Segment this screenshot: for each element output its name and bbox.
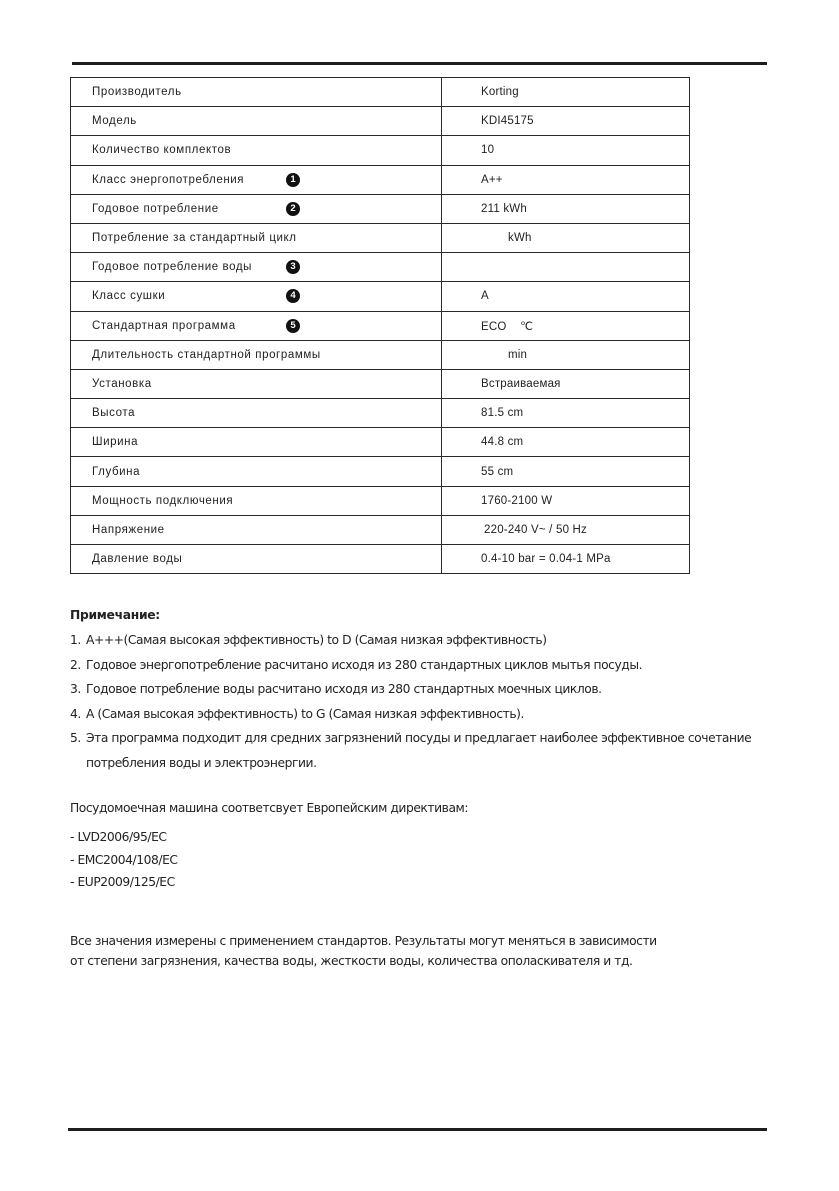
table-row: [71, 457, 690, 486]
spec-value: 211 kWh: [442, 194, 690, 223]
spec-label: Длительность стандартной программы: [71, 340, 442, 369]
spec-value: Korting: [442, 78, 690, 107]
directive-item: - LVD2006/95/EC: [70, 830, 167, 844]
footer-rule: [68, 1128, 767, 1131]
note-number: 3.: [70, 682, 81, 696]
table-row: [71, 545, 690, 574]
note-text: A+++(Самая высокая эффективность) to D (Самая низкая эффективность): [86, 633, 547, 647]
spec-value: 55 cm: [442, 457, 690, 486]
directive-item: - EMC2004/108/EC: [70, 852, 178, 867]
note-item: [70, 653, 790, 678]
footnote-badge-5: 5: [286, 319, 300, 333]
table-row: [71, 399, 690, 428]
directive-item: - EUP2009/125/EC: [70, 875, 175, 889]
note-item: [70, 677, 790, 702]
eu-directives-section: [70, 801, 790, 894]
table-row: [71, 311, 690, 340]
table-row: [71, 107, 690, 136]
spec-value: 81.5 cm: [442, 399, 690, 428]
spec-value: 220-240 V~ / 50 Hz: [442, 515, 690, 544]
spec-value: Встраиваемая: [442, 369, 690, 398]
table-row: [71, 486, 690, 515]
spec-value: [442, 253, 690, 282]
note-number: 2.: [70, 657, 81, 672]
spec-label: Мощность подключения: [71, 486, 442, 515]
spec-label: Класс энергопотребления 1: [71, 165, 442, 194]
note-text: Годовое потребление воды расчитано исходя из 280 стандартных моечных циклов.: [86, 682, 602, 696]
table-row: [71, 340, 690, 369]
spec-label: Модель: [71, 107, 442, 136]
table-row: [71, 136, 690, 165]
note-number: 4.: [70, 706, 81, 721]
table-row: [71, 165, 690, 194]
notes-title: Примечание:: [70, 608, 160, 622]
spec-label: Класс сушки 4: [71, 282, 442, 311]
spec-value: 0.4-10 bar = 0.04-1 MPa: [442, 545, 690, 574]
header-rule: [72, 62, 767, 65]
table-row: [71, 194, 690, 223]
disclaimer-line: от степени загрязнения, качества воды, жесткости воды, количества ополаскивателя и тд.: [70, 954, 633, 968]
table-row: [71, 282, 690, 311]
table-row: [71, 223, 690, 252]
spec-label: Установка: [71, 369, 442, 398]
spec-label: Производитель: [71, 78, 442, 107]
spec-value: ECO ℃: [442, 311, 690, 340]
note-item: [70, 726, 790, 775]
note-number: 1.: [70, 633, 81, 647]
directives-intro: Посудомоечная машина соответсвует Европейским директивам:: [70, 801, 469, 815]
spec-label: Годовое потребление воды 3: [71, 253, 442, 282]
spec-label: Годовое потребление 2: [71, 194, 442, 223]
spec-value: 44.8 cm: [442, 428, 690, 457]
spec-value: kWh: [442, 223, 690, 252]
specifications-table: [70, 77, 690, 574]
spec-value: 1760-2100 W: [442, 486, 690, 515]
footnote-badge-4: 4: [286, 289, 300, 303]
spec-value: 10: [442, 136, 690, 165]
footnote-badge-3: 3: [286, 260, 300, 274]
spec-label: Стандартная программа 5: [71, 311, 442, 340]
note-text: A (Самая высокая эффективность) to G (Самая низкая эффективность).: [86, 706, 524, 721]
spec-value: A++: [442, 165, 690, 194]
spec-label: Глубина: [71, 457, 442, 486]
footnote-badge-1: 1: [286, 173, 300, 187]
spec-label: Давление воды: [71, 545, 442, 574]
table-row: [71, 515, 690, 544]
spec-value: A: [442, 282, 690, 311]
note-item: [70, 702, 790, 727]
spec-label: Ширина: [71, 428, 442, 457]
notes-section: [70, 608, 790, 775]
table-row: [71, 428, 690, 457]
spec-label: Потребление за стандартный цикл: [71, 223, 442, 252]
footnote-badge-2: 2: [286, 202, 300, 216]
note-item: [70, 628, 790, 653]
table-row: [71, 253, 690, 282]
measurement-disclaimer: [70, 931, 810, 971]
note-number: 5.: [70, 731, 81, 745]
spec-value: KDI45175: [442, 107, 690, 136]
note-text: Годовое энергопотребление расчитано исходя из 280 стандартных циклов мытья посуды.: [86, 657, 643, 672]
spec-label: Напряжение: [71, 515, 442, 544]
spec-value: min: [442, 340, 690, 369]
table-row: [71, 369, 690, 398]
table-row: [71, 78, 690, 107]
disclaimer-line: Все значения измерены с применением стандартов. Результаты могут меняться в зависимости: [70, 934, 657, 948]
spec-label: Количество комплектов: [71, 136, 442, 165]
note-text: Эта программа подходит для средних загрязнений посуды и предлагает наиболее эффективное сочетание потребления воды и электроэнергии.: [86, 731, 752, 770]
spec-label: Высота: [71, 399, 442, 428]
